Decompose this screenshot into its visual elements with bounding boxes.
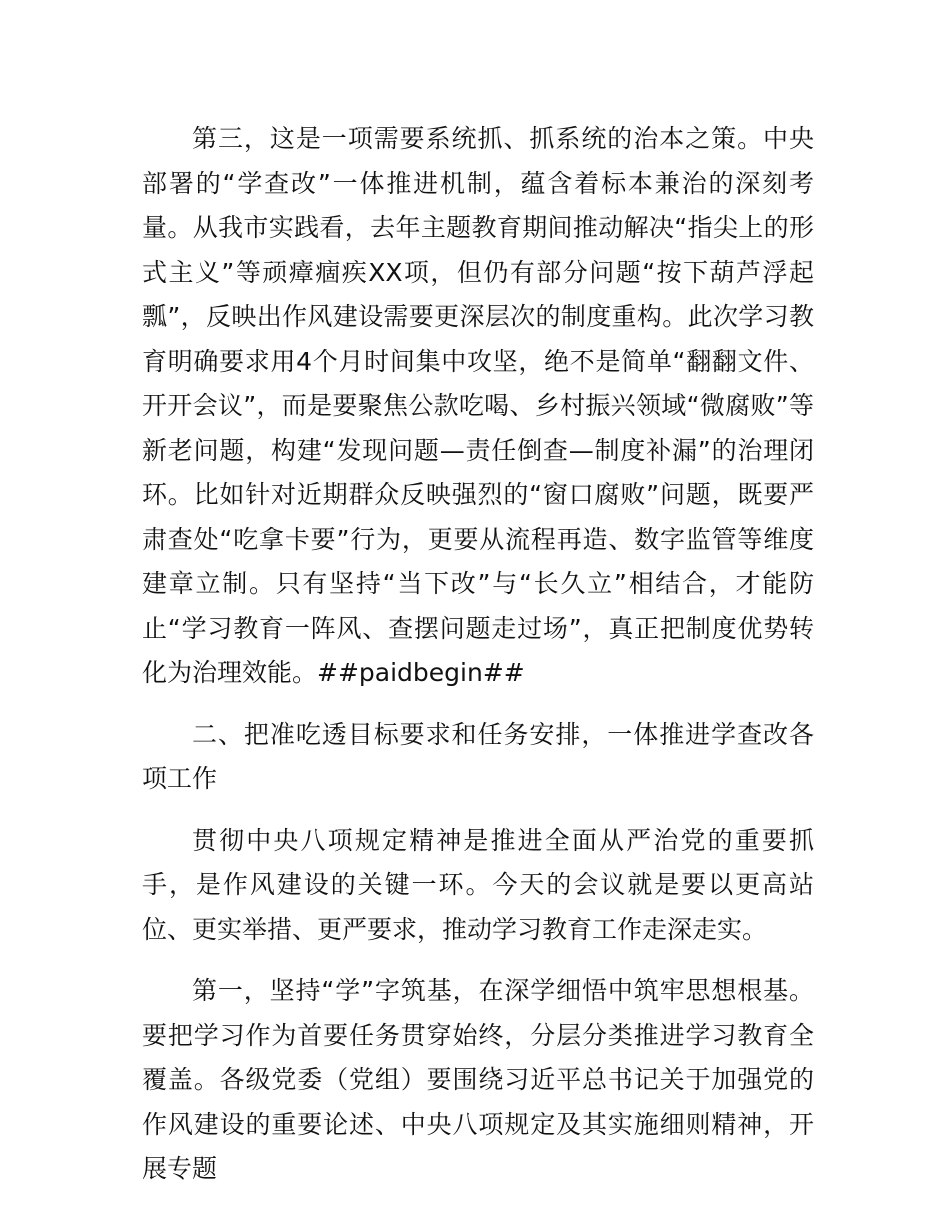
paragraph-intro-section-two: 贯彻中央八项规定精神是推进全面从严治党的重要抓手，是作风建设的关键一环。今天的会议就是要以更高站位、更实举措、更严要求，推动学习教育工作走深走实。	[142, 825, 814, 944]
paid-begin-marker: ##paidbegin##	[317, 658, 525, 687]
paragraph-third-point-text: 第三，这是一项需要系统抓、抓系统的治本之策。中央部署的“学查改”一体推进机制，蕴含着标本兼治的深刻考量。从我市实践看，去年主题教育期间推动解决“指尖上的形式主义”等顽瘴痼疾XX项，但仍有部分问题“按下葫芦浮起瓢”，反映出作风建设需要更深层次的制度重构。此次学习教育明确要求用4个月时间集中攻坚，绝不是简单“翻翻文件、开开会议”，而是要聚焦公款吃喝、乡村振兴领域“微腐败”等新老问题，构建“发现问题—责任倒查—制度补漏”的治理闭环。比如针对近期群众反映强烈的“窗口腐败”问题，既要严肃查处“吃拿卡要”行为，更要从流程再造、数字监管等维度建章立制。只有坚持“当下改”与“长久立”相结合，才能防止“学习教育一阵风、查摆问题走过场”，真正把制度优势转化为治理效能。	[142, 124, 814, 687]
document-body	[142, 117, 814, 1192]
paragraph-first-point: 第一，坚持“学”字筑基，在深学细悟中筑牢思想根基。要把学习作为首要任务贯穿始终，分层分类推进学习教育全覆盖。各级党委（党组）要围绕习近平总书记关于加强党的作风建设的重要论述、中央八项规定及其实施细则精神，开展专题	[142, 976, 814, 1183]
section-heading-two: 二、把准吃透目标要求和任务安排，一体推进学查改各项工作	[142, 719, 814, 793]
paragraph-third-point	[142, 117, 814, 696]
